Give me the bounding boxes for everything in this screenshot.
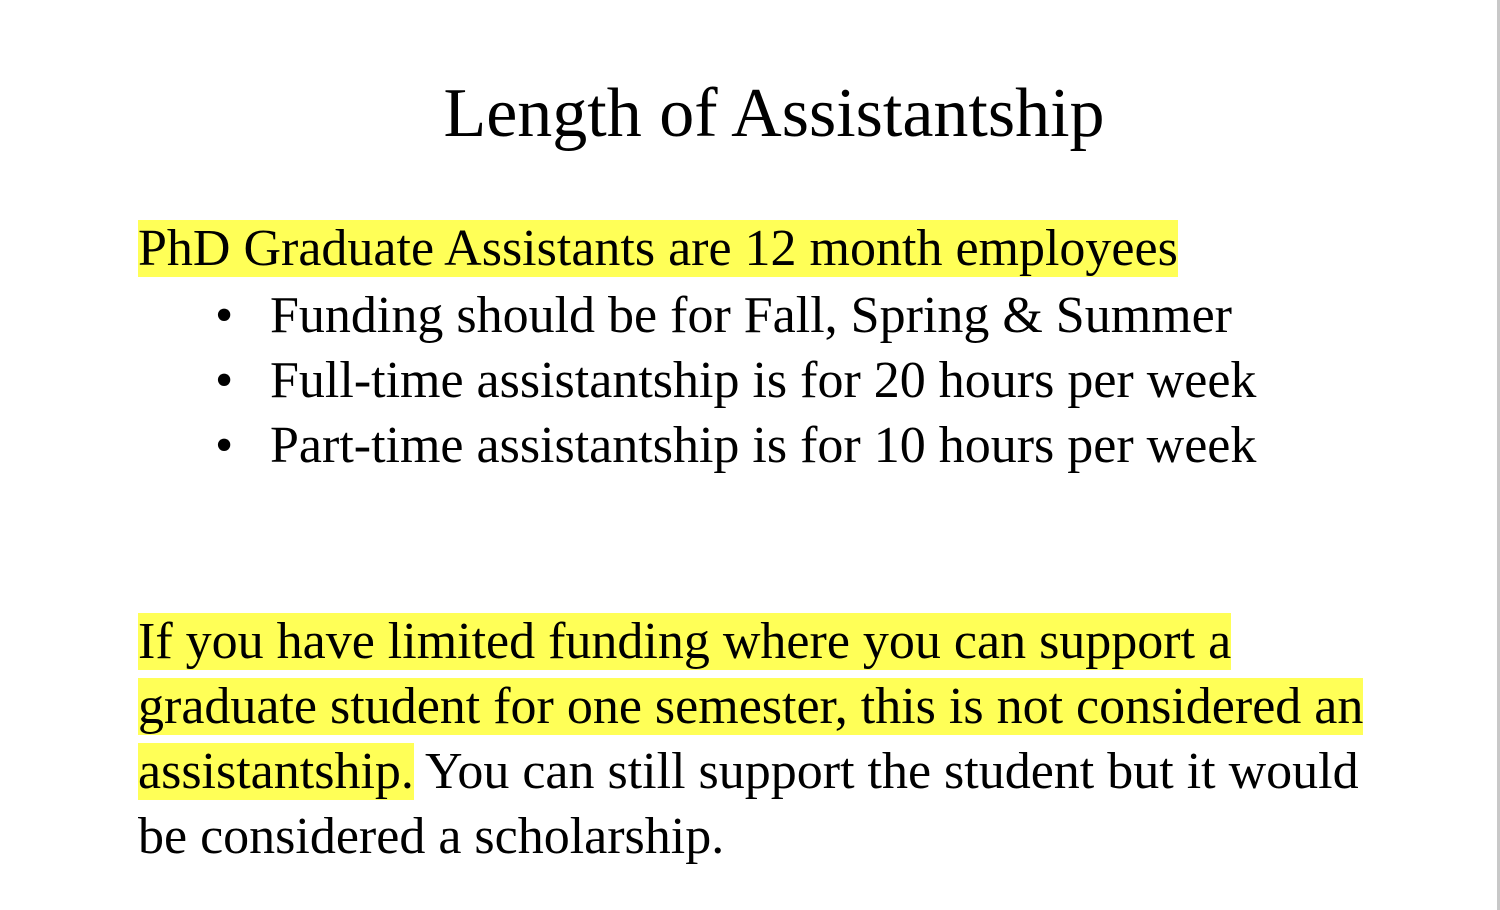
bullet-text: Part-time assistantship is for 10 hours per week xyxy=(270,417,1257,474)
lead-statement xyxy=(138,218,1178,280)
lead-highlight: PhD Graduate Assistants are 12 month employees xyxy=(138,220,1178,277)
paragraph-line xyxy=(138,739,1363,804)
bullet-text: Full-time assistantship is for 20 hours per week xyxy=(270,352,1257,409)
bullet-text: Funding should be for Fall, Spring & Summer xyxy=(270,287,1232,344)
bullet-icon: • xyxy=(215,287,234,344)
paragraph-highlight: graduate student for one semester, this is not considered an xyxy=(138,678,1364,735)
bullet-icon: • xyxy=(215,352,234,409)
bullet-icon: • xyxy=(215,417,234,474)
paragraph-line xyxy=(138,804,1363,869)
paragraph-highlight: If you have limited funding where you can support a xyxy=(138,613,1232,670)
paragraph-text: You can still support the student but it would xyxy=(413,743,1359,800)
paragraph-text: be considered a scholarship. xyxy=(138,808,725,865)
slide-title: Length of Assistantship xyxy=(443,75,1105,152)
funding-paragraph xyxy=(138,609,1363,869)
paragraph-line xyxy=(138,674,1363,739)
paragraph-highlight: assistantship. xyxy=(138,743,414,800)
paragraph-line xyxy=(138,609,1363,674)
